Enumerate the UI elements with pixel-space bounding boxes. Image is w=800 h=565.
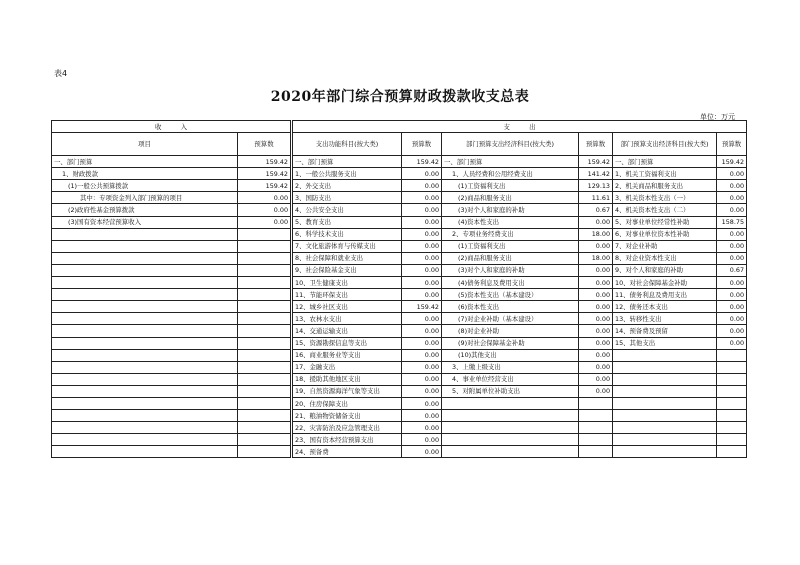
income-item-cell [52,337,238,349]
income-item-cell [52,301,238,313]
econ-value-cell [579,446,613,458]
income-item-cell [52,361,238,373]
income-item-cell [52,252,238,264]
income-item-cell [52,397,238,409]
govecon-item-cell [613,385,717,397]
table-row [52,373,747,385]
econ-item-cell: (3)对个人和家庭的补助 [442,264,579,276]
govecon-item-cell: 10、对社会保障基金补助 [613,277,717,289]
econ-value-cell: 0.00 [579,289,613,301]
govecon-item-cell: 14、预备费及预留 [613,325,717,337]
income-item-cell: 其中：专项资金列入部门预算的项目 [52,192,238,204]
table-row [52,240,747,252]
table-row [52,410,747,422]
govecon-value-cell: 0.00 [717,252,747,264]
func-value-cell: 0.00 [402,325,442,337]
econ-item-cell: 2、专项业务经费支出 [442,228,579,240]
table-row [52,385,747,397]
table-row [52,397,747,409]
func-value-cell: 159.42 [402,156,442,168]
func-item-cell: 2、外交支出 [293,180,402,192]
econ-value-cell: 0.00 [579,349,613,361]
income-value-cell [238,385,291,397]
func-value-cell: 0.00 [402,446,442,458]
econ-value-cell [579,397,613,409]
govecon-value-cell: 0.00 [717,277,747,289]
func-item-cell: 20、住房保障支出 [293,397,402,409]
econ-value-cell: 0.00 [579,313,613,325]
income-value-cell [238,301,291,313]
govecon-value-cell [717,422,747,434]
econ-value-cell: 11.61 [579,192,613,204]
econ-value-cell [579,434,613,446]
func-value-cell: 0.00 [402,216,442,228]
func-item-cell: 13、农林水支出 [293,313,402,325]
table-row [52,252,747,264]
econ-value-cell: 0.00 [579,337,613,349]
income-item-cell [52,434,238,446]
econ-item-cell: (4)资本性支出 [442,216,579,228]
col-header-budget: 预算数 [238,133,291,156]
econ-item-cell [442,410,579,422]
govecon-item-cell [613,361,717,373]
income-group-header: 收 入 [52,121,291,133]
govecon-item-cell: 8、对企业资本性支出 [613,252,717,264]
govecon-value-cell [717,361,747,373]
income-value-cell [238,446,291,458]
table-row [52,228,747,240]
table-row [52,204,747,216]
func-item-cell: 4、公共安全支出 [293,204,402,216]
func-value-cell: 0.00 [402,313,442,325]
func-item-cell: 21、粮油物资储备支出 [293,410,402,422]
func-item-cell: 14、交通运输支出 [293,325,402,337]
govecon-value-cell [717,434,747,446]
govecon-item-cell: 7、对企业补助 [613,240,717,252]
income-value-cell [238,264,291,276]
income-value-cell: 159.42 [238,168,291,180]
func-value-cell: 0.00 [402,361,442,373]
func-item-cell: 9、社会保险基金支出 [293,264,402,276]
header-row-group [52,121,747,133]
budget-table-body [52,156,747,458]
col-header-budget: 预算数 [402,133,442,156]
econ-item-cell: (9)对社会保障基金补助 [442,337,579,349]
govecon-item-cell: 11、债务利息及费用支出 [613,289,717,301]
econ-item-cell: 一、部门预算 [442,156,579,168]
func-item-cell: 23、国有资本经营预算支出 [293,434,402,446]
table-row [52,264,747,276]
econ-value-cell: 18.00 [579,228,613,240]
econ-value-cell: 159.42 [579,156,613,168]
govecon-item-cell: 4、机关资本性支出（二） [613,204,717,216]
table-tag: 表4 [54,69,68,78]
func-value-cell: 159.42 [402,301,442,313]
func-value-cell: 0.00 [402,385,442,397]
econ-item-cell [442,422,579,434]
func-value-cell: 0.00 [402,337,442,349]
econ-item-cell: (1)工资福利支出 [442,180,579,192]
govecon-value-cell: 0.00 [717,325,747,337]
func-item-cell: 17、金融支出 [293,361,402,373]
govecon-item-cell: 1、机关工资福利支出 [613,168,717,180]
income-item-cell [52,373,238,385]
econ-value-cell: 0.00 [579,373,613,385]
govecon-value-cell: 0.00 [717,180,747,192]
govecon-value-cell: 0.00 [717,289,747,301]
govecon-item-cell: 5、对事业单位经常性补助 [613,216,717,228]
govecon-value-cell: 0.00 [717,313,747,325]
page-title: 2020年部门综合预算财政拨款收支总表 [270,89,530,105]
income-value-cell [238,313,291,325]
econ-item-cell: (7)对企业补助（基本建设） [442,313,579,325]
table-row [52,446,747,458]
income-value-cell [238,240,291,252]
econ-item-cell: (10)其他支出 [442,349,579,361]
income-value-cell: 159.42 [238,180,291,192]
func-value-cell: 0.00 [402,397,442,409]
table-row [52,325,747,337]
income-item-cell: 一、部门预算 [52,156,238,168]
table-row [52,349,747,361]
func-value-cell: 0.00 [402,192,442,204]
func-item-cell: 11、节能环保支出 [293,289,402,301]
econ-value-cell: 129.13 [579,180,613,192]
income-item-cell [52,385,238,397]
income-value-cell [238,277,291,289]
govecon-item-cell: 一、部门预算 [613,156,717,168]
func-value-cell: 0.00 [402,349,442,361]
income-value-cell: 0.00 [238,216,291,228]
econ-item-cell: (6)资本性支出 [442,301,579,313]
func-item-cell: 15、资源勘探信息等支出 [293,337,402,349]
func-item-cell: 24、预备费 [293,446,402,458]
govecon-item-cell [613,349,717,361]
govecon-item-cell: 13、转移性支出 [613,313,717,325]
govecon-item-cell [613,446,717,458]
header-row-columns [52,133,747,156]
func-item-cell: 16、商业服务业等支出 [293,349,402,361]
econ-value-cell [579,422,613,434]
table-row [52,422,747,434]
func-item-cell: 1、一般公共服务支出 [293,168,402,180]
income-value-cell [238,397,291,409]
govecon-value-cell: 0.00 [717,192,747,204]
income-value-cell [238,228,291,240]
func-value-cell: 0.00 [402,204,442,216]
govecon-item-cell [613,434,717,446]
income-value-cell: 159.42 [238,156,291,168]
govecon-value-cell [717,446,747,458]
func-item-cell: 22、灾害防治及应急管理支出 [293,422,402,434]
func-value-cell: 0.00 [402,422,442,434]
income-item-cell [52,240,238,252]
income-value-cell [238,337,291,349]
table-row [52,156,747,168]
govecon-value-cell [717,349,747,361]
econ-item-cell: (2)商品和服务支出 [442,252,579,264]
govecon-value-cell: 0.67 [717,264,747,276]
func-value-cell: 0.00 [402,252,442,264]
unit-label: 单位：万元 [700,113,735,121]
econ-value-cell: 18.00 [579,252,613,264]
table-row [52,313,747,325]
func-value-cell: 0.00 [402,228,442,240]
income-item-cell [52,277,238,289]
econ-value-cell: 0.00 [579,325,613,337]
table-row [52,277,747,289]
income-item-cell [52,422,238,434]
income-value-cell [238,349,291,361]
income-item-cell: (3)国有资本经营预算收入 [52,216,238,228]
econ-value-cell [579,410,613,422]
func-item-cell: 12、城乡社区支出 [293,301,402,313]
col-header-item: 项目 [52,133,238,156]
income-item-cell: (1)一般公共预算拨款 [52,180,238,192]
income-item-cell [52,349,238,361]
col-header-budget: 预算数 [579,133,613,156]
econ-value-cell: 0.00 [579,240,613,252]
table-row [52,337,747,349]
govecon-item-cell [613,373,717,385]
func-item-cell: 19、自然资源海洋气象等支出 [293,385,402,397]
table-row [52,301,747,313]
budget-table [51,120,747,458]
income-value-cell [238,325,291,337]
income-value-cell: 0.00 [238,204,291,216]
income-item-cell: 1、财政拨款 [52,168,238,180]
table-row [52,434,747,446]
table-row [52,168,747,180]
econ-item-cell: (3)对个人和家庭的补助 [442,204,579,216]
income-item-cell [52,325,238,337]
econ-value-cell: 0.00 [579,301,613,313]
econ-item-cell [442,446,579,458]
income-item-cell: (2)政府性基金预算拨款 [52,204,238,216]
govecon-value-cell: 0.00 [717,228,747,240]
econ-value-cell: 0.00 [579,264,613,276]
govecon-value-cell: 159.42 [717,156,747,168]
table-row [52,361,747,373]
table-row [52,289,747,301]
govecon-item-cell [613,410,717,422]
govecon-value-cell: 0.00 [717,301,747,313]
expense-group-header: 支 出 [293,121,747,133]
govecon-value-cell: 0.00 [717,337,747,349]
govecon-item-cell: 9、对个人和家庭的补助 [613,264,717,276]
func-value-cell: 0.00 [402,410,442,422]
econ-item-cell: (5)资本性支出（基本建设） [442,289,579,301]
govecon-value-cell: 0.00 [717,168,747,180]
econ-item-cell: (2)商品和服务支出 [442,192,579,204]
econ-item-cell [442,434,579,446]
econ-item-cell: 5、对附属单位补助支出 [442,385,579,397]
income-item-cell [52,264,238,276]
func-value-cell: 0.00 [402,264,442,276]
table-row [52,192,747,204]
govecon-value-cell [717,385,747,397]
income-item-cell [52,410,238,422]
govecon-value-cell: 0.00 [717,204,747,216]
income-item-cell [52,446,238,458]
govecon-value-cell [717,397,747,409]
func-value-cell: 0.00 [402,277,442,289]
econ-value-cell: 0.00 [579,277,613,289]
col-header-budget: 预算数 [717,133,747,156]
income-item-cell [52,313,238,325]
func-value-cell: 0.00 [402,434,442,446]
income-value-cell [238,289,291,301]
govecon-item-cell: 6、对事业单位资本性补助 [613,228,717,240]
income-value-cell [238,252,291,264]
econ-item-cell: (4)债务利息及费用支出 [442,277,579,289]
func-item-cell: 5、教育支出 [293,216,402,228]
income-value-cell: 0.00 [238,192,291,204]
govecon-item-cell: 3、机关资本性支出（一） [613,192,717,204]
func-item-cell: 18、援助其他地区支出 [293,373,402,385]
func-value-cell: 0.00 [402,289,442,301]
func-item-cell: 一、部门预算 [293,156,402,168]
col-header-econ: 部门预算支出经济科目(按大类) [442,133,579,156]
income-item-cell [52,228,238,240]
econ-value-cell: 141.42 [579,168,613,180]
govecon-item-cell: 12、债务还本支出 [613,301,717,313]
income-value-cell [238,410,291,422]
func-value-cell: 0.00 [402,168,442,180]
table-row [52,216,747,228]
econ-value-cell: 0.00 [579,216,613,228]
income-value-cell [238,422,291,434]
income-value-cell [238,434,291,446]
govecon-item-cell [613,422,717,434]
econ-item-cell: (8)对企业补助 [442,325,579,337]
func-value-cell: 0.00 [402,373,442,385]
func-value-cell: 0.00 [402,240,442,252]
econ-value-cell: 0.00 [579,385,613,397]
col-header-func: 支出功能科目(按大类) [293,133,402,156]
econ-value-cell: 0.67 [579,204,613,216]
econ-item-cell: 1、人员经费和公用经费支出 [442,168,579,180]
income-value-cell [238,361,291,373]
econ-item-cell: (1)工资福利支出 [442,240,579,252]
func-item-cell: 8、社会保障和就业支出 [293,252,402,264]
econ-item-cell: 4、事业单位经营支出 [442,373,579,385]
econ-value-cell: 0.00 [579,361,613,373]
govecon-item-cell: 15、其他支出 [613,337,717,349]
col-header-govecon: 部门预算支出经济科目(按大类) [613,133,717,156]
func-value-cell: 0.00 [402,180,442,192]
govecon-item-cell [613,397,717,409]
income-value-cell [238,373,291,385]
func-item-cell: 10、卫生健康支出 [293,277,402,289]
econ-item-cell [442,397,579,409]
govecon-item-cell: 2、机关商品和服务支出 [613,180,717,192]
govecon-value-cell [717,373,747,385]
table-row [52,180,747,192]
func-item-cell: 6、科学技术支出 [293,228,402,240]
econ-item-cell: 3、上缴上级支出 [442,361,579,373]
func-item-cell: 3、国防支出 [293,192,402,204]
govecon-value-cell: 158.75 [717,216,747,228]
income-item-cell [52,289,238,301]
govecon-value-cell: 0.00 [717,240,747,252]
func-item-cell: 7、文化旅游体育与传媒支出 [293,240,402,252]
govecon-value-cell [717,410,747,422]
